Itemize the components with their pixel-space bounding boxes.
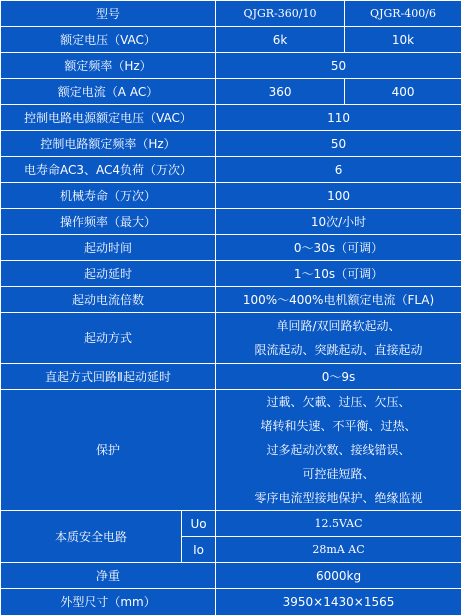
row-value: 100%～400%电机额定电流（FLA): [216, 287, 461, 313]
table-row-start-current-multiple: [1, 287, 461, 313]
table-row-rated-current: [1, 79, 461, 105]
row-label: 控制电路电源额定电压（VAC）: [1, 105, 216, 131]
row-label: 起动方式: [1, 313, 216, 364]
row-label: 本质安全电路: [1, 511, 182, 563]
model-a-header: QJGR-360/10: [216, 1, 345, 27]
model-b-header: QJGR-400/6: [345, 1, 461, 27]
row-value: [216, 313, 461, 364]
table-row-dimensions: [1, 589, 461, 616]
table-row-protection: [1, 390, 461, 511]
row-value: 50: [216, 53, 461, 79]
row-label: 起动电流倍数: [1, 287, 216, 313]
value-line: 可控硅短路、: [218, 462, 459, 486]
value-line: 堵转和失速、不平衡、过热、: [218, 414, 459, 438]
row-value: 3950×1430×1565: [216, 589, 461, 616]
row-value: 1～10s（可调）: [216, 261, 461, 287]
row-label: 净重: [1, 563, 216, 589]
sub-label: Uo: [182, 511, 216, 537]
table-row-net-weight: [1, 563, 461, 589]
table-row-control-frequency: [1, 131, 461, 157]
sub-label: Io: [182, 537, 216, 563]
table-row-direct-start-delay: [1, 364, 461, 390]
table-row-start-method: [1, 313, 461, 364]
table-row-rated-voltage: [1, 27, 461, 53]
row-label: 额定电压（VAC）: [1, 27, 216, 53]
row-label: 起动延时: [1, 261, 216, 287]
row-label: 控制电路额定频率（Hz）: [1, 131, 216, 157]
value-b: 400: [345, 79, 461, 105]
row-label: 电寿命AC3、AC4负荷（万次）: [1, 157, 216, 183]
table-row-start-delay: [1, 261, 461, 287]
row-value: 12.5VAC: [216, 511, 461, 537]
table-row-electrical-life: [1, 157, 461, 183]
row-value: 0～30s（可调）: [216, 235, 461, 261]
row-value: 10次/小时: [216, 209, 461, 235]
table-row-rated-frequency: [1, 53, 461, 79]
row-value: 28mA AC: [216, 537, 461, 563]
row-value: 6: [216, 157, 461, 183]
value-a: 6k: [216, 27, 345, 53]
value-line: 过載、欠載、过压、欠压、: [218, 390, 459, 414]
row-value: 0～9s: [216, 364, 461, 390]
row-value: 100: [216, 183, 461, 209]
row-label: 起动时间: [1, 235, 216, 261]
row-value: 110: [216, 105, 461, 131]
row-value: 50: [216, 131, 461, 157]
header-label: 型号: [1, 1, 216, 27]
row-label: 额定电流（A AC）: [1, 79, 216, 105]
table-row-mechanical-life: [1, 183, 461, 209]
row-value: 6000kg: [216, 563, 461, 589]
table-row-intrinsic-safety-uo: [1, 511, 461, 537]
value-a: 360: [216, 79, 345, 105]
value-b: 10k: [345, 27, 461, 53]
row-label: 机械寿命（万次）: [1, 183, 216, 209]
value-line: 限流起动、突跳起动、直接起动: [218, 338, 459, 362]
value-line: 过多起动次数、接线错误、: [218, 438, 459, 462]
row-value: [216, 390, 461, 511]
row-label: 外型尺寸（mm）: [1, 589, 216, 616]
table-row-control-voltage: [1, 105, 461, 131]
table-row-operating-frequency: [1, 209, 461, 235]
value-line: 零序电流型接地保护、绝缘监视: [218, 486, 459, 510]
row-label: 额定频率（Hz）: [1, 53, 216, 79]
row-label: 操作频率（最大）: [1, 209, 216, 235]
row-label: 直起方式回路Ⅱ起动延时: [1, 364, 216, 390]
row-label: 保护: [1, 390, 216, 511]
table-row-header: [1, 1, 461, 27]
table-row-start-time: [1, 235, 461, 261]
value-line: 单回路/双回路软起动、: [218, 314, 459, 338]
